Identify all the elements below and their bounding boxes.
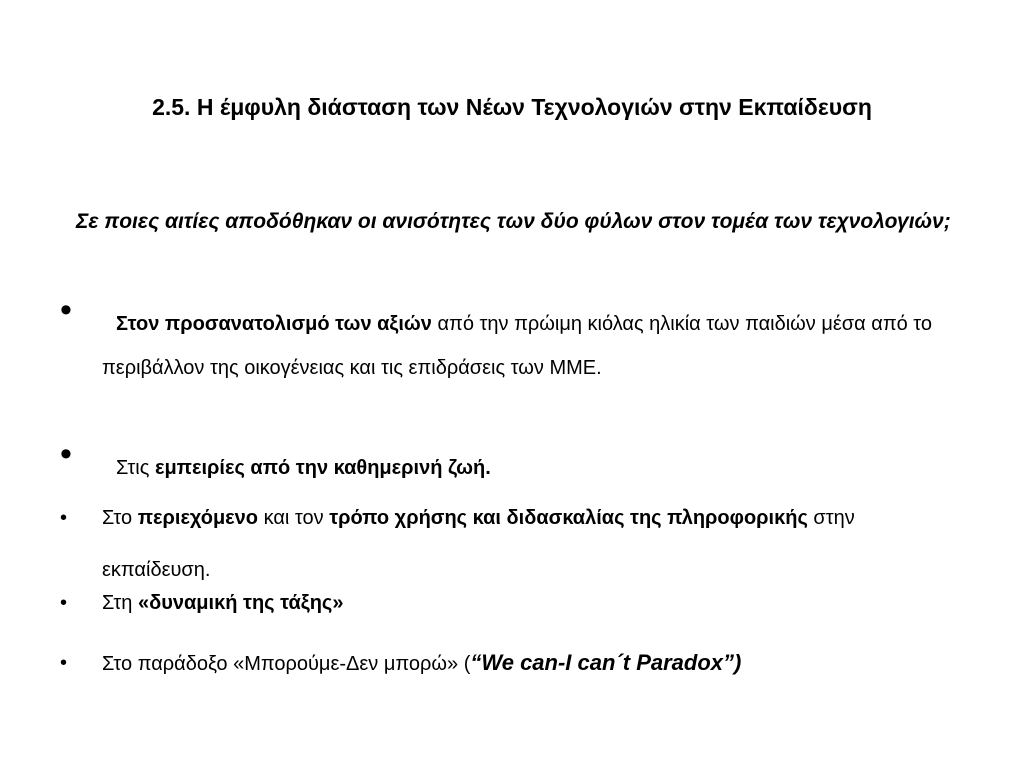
bold-text: Στον προσανατολισμό των αξιών [116, 313, 432, 335]
slide-title: 2.5. Η έμφυλη διάσταση των Νέων Τεχνολογιών στην Εκπαίδευση [152, 94, 872, 120]
plain-text: Στο παράδοξο «Μπορούμε-Δεν μπορώ» ( [102, 653, 471, 675]
bold-text: περιεχόμενο [137, 507, 259, 529]
plain-text: Στις [116, 457, 155, 479]
bold-text: εμπειρίες από την καθημερινή ζωή. [154, 457, 491, 479]
plain-text: Στη [102, 592, 138, 614]
bullet-icon: • [60, 507, 68, 529]
bold-text: τρόπο χρήσης και διδασκαλίας της πληροφορικής [329, 507, 808, 529]
bold-text: «δυναμική της τάξης» [138, 592, 344, 614]
bold-italic-text: “We can-I can´t Paradox”) [470, 650, 742, 675]
list-item-text [102, 646, 936, 681]
bullet-icon: • [60, 435, 72, 473]
list-item [56, 291, 936, 390]
list-item [56, 646, 936, 681]
bullet-icon: • [60, 652, 68, 674]
bullet-icon: • [60, 291, 72, 329]
plain-text: Στο [102, 507, 138, 529]
plain-text: και τον [258, 507, 330, 529]
list-item [56, 588, 936, 618]
list-item-text [102, 492, 936, 596]
plain-text: στην εκπαίδευση. [102, 507, 855, 581]
list-item-text [102, 450, 936, 486]
list-item [56, 492, 936, 596]
question-text: Σε ποιες αιτίες αποδόθηκαν οι ανισότητες των δύο φύλων στον τομέα των τεχνολογιών; [76, 210, 951, 233]
list-item [56, 435, 936, 486]
bullet-icon: • [60, 592, 68, 614]
plain-text: από την πρώιμη κιόλας ηλικία των παιδιών μέσα από το περιβάλλον της οικογένειας και τις επιδράσεις των ΜΜΕ. [102, 313, 933, 379]
list-item-text [102, 302, 936, 390]
list-item-text [102, 588, 936, 618]
